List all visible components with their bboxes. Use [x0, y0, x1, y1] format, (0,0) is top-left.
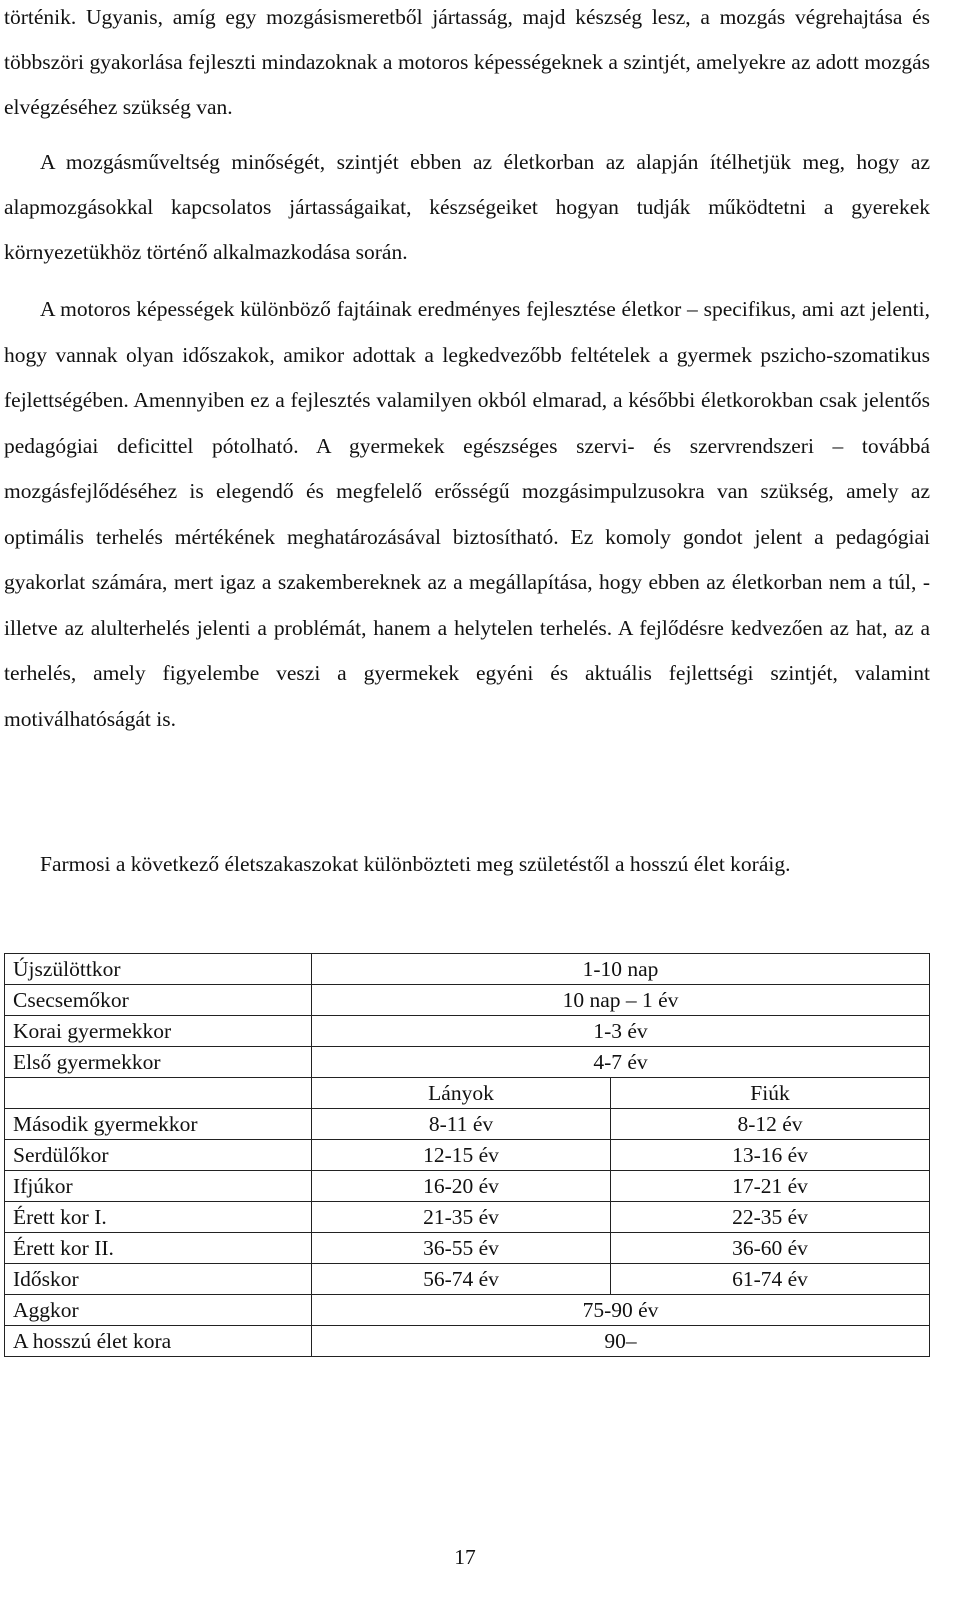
girls-age-cell: 12-15 év: [312, 1140, 611, 1171]
table-row: [5, 954, 930, 985]
table-row: [5, 1140, 930, 1171]
girls-age-cell: 36-55 év: [312, 1233, 611, 1264]
age-range-cell: 4-7 év: [312, 1047, 930, 1078]
age-range-cell: 1-10 nap: [312, 954, 930, 985]
stage-name-cell: Csecsemőkor: [5, 985, 312, 1016]
paragraph-life-stages-intro: Farmosi a következő életszakaszokat különbözteti meg születéstől a hosszú élet koráig.: [40, 852, 791, 876]
table-header-row: [5, 1078, 930, 1109]
header-empty-cell: [5, 1078, 312, 1109]
girls-age-cell: 56-74 év: [312, 1264, 611, 1295]
paragraph-movement-literacy: A mozgásműveltség minőségét, szintjét ebben az életkorban az alapján ítélhetjük meg, hogy az alapmozgásokkal kapcsolatos jártasságaikat, készségeiket hogyan tudják működtetni a gyerekek környezetükhöz történő alkalmazkodása során.: [4, 150, 930, 264]
boys-age-cell: 61-74 év: [611, 1264, 930, 1295]
boys-age-cell: 22-35 év: [611, 1202, 930, 1233]
paragraph-continuation: történik. Ugyanis, amíg egy mozgásismeretből jártasság, majd készség lesz, a mozgás végrehajtása és többszöri gyakorlása fejleszti mindazoknak a motoros képességeknek a szintjét, amelyekre az adott mozgás elvégzéséhez szükség van.: [4, 5, 930, 119]
age-range-cell: 75-90 év: [312, 1295, 930, 1326]
boys-age-cell: 17-21 év: [611, 1171, 930, 1202]
age-range-cell: 90–: [312, 1326, 930, 1357]
boys-age-cell: 36-60 év: [611, 1233, 930, 1264]
age-range-cell: 1-3 év: [312, 1016, 930, 1047]
stage-name-cell: Érett kor II.: [5, 1233, 312, 1264]
girls-age-cell: 16-20 év: [312, 1171, 611, 1202]
stage-name-cell: Serdülőkor: [5, 1140, 312, 1171]
table-row: [5, 1264, 930, 1295]
stage-name-cell: Időskor: [5, 1264, 312, 1295]
page-number: 17: [454, 1545, 476, 1569]
stage-name-cell: Érett kor I.: [5, 1202, 312, 1233]
header-girls: Lányok: [312, 1078, 611, 1109]
girls-age-cell: 8-11 év: [312, 1109, 611, 1140]
table-row: [5, 1202, 930, 1233]
stage-name-cell: Első gyermekkor: [5, 1047, 312, 1078]
stage-name-cell: Korai gyermekkor: [5, 1016, 312, 1047]
paragraph-motor-abilities: A motoros képességek különböző fajtáinak eredményes fejlesztése életkor – specifikus, ami azt jelenti, hogy vannak olyan időszakok, amikor adottak a legkedvezőbb feltételek a gyermek pszicho-szomatikus fejlettségében. Amennyiben ez a fejlesztés valamilyen okból elmarad, a későbbi életkorokban csak jelentős pedagógiai deficittel pótolható. A gyermekek egészséges szervi- és szervrendszeri – továbbá mozgásfejlődéséhez is elegendő és megfelelő erősségű mozgásimpulzusokra van szükség, amely az optimális terhelés mértékének meghatározásával biztosítható. Ez komoly gondot jelent a pedagógiai gyakorlat számára, mert igaz a szakembereknek az a megállapítása, hogy ebben az életkorban nem a túl, - illetve az alulterhelés jelenti a problémát, hanem a helytelen terhelés. A fejlődésre kedvezően az hat, az a terhelés, amely figyelembe veszi a gyermekek egyéni és aktuális fejlettségi szintjét, valamint motiválhatóságát is.: [4, 297, 930, 731]
stage-name-cell: Aggkor: [5, 1295, 312, 1326]
stage-name-cell: Újszülöttkor: [5, 954, 312, 985]
stage-name-cell: Ifjúkor: [5, 1171, 312, 1202]
table-row: [5, 1047, 930, 1078]
header-boys: Fiúk: [611, 1078, 930, 1109]
table-row: [5, 1171, 930, 1202]
age-range-cell: 10 nap – 1 év: [312, 985, 930, 1016]
stage-name-cell: A hosszú élet kora: [5, 1326, 312, 1357]
table-row: [5, 1326, 930, 1357]
table-row: [5, 1233, 930, 1264]
boys-age-cell: 8-12 év: [611, 1109, 930, 1140]
life-stages-table: [4, 953, 930, 1357]
table-row: [5, 985, 930, 1016]
table-row: [5, 1016, 930, 1047]
boys-age-cell: 13-16 év: [611, 1140, 930, 1171]
stage-name-cell: Második gyermekkor: [5, 1109, 312, 1140]
girls-age-cell: 21-35 év: [312, 1202, 611, 1233]
table-row: [5, 1295, 930, 1326]
table-row: [5, 1109, 930, 1140]
